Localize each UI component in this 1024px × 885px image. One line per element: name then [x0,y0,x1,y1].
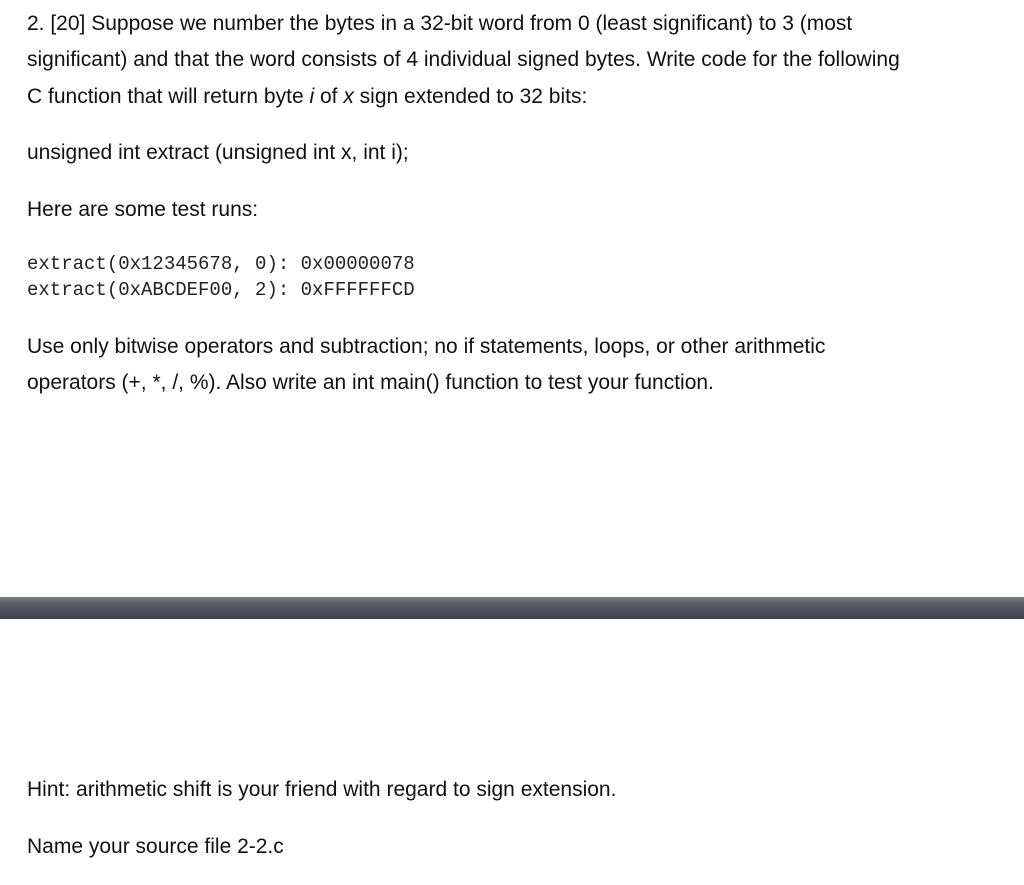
problem-text-segment: C function that will return byte [27,85,310,108]
source-filename-note: Name your source file 2-2.c [27,835,284,858]
problem-statement-line-2: significant) and that the word consists of 4 individual signed bytes. Write code for the following [27,48,900,71]
constraints-line-2: operators (+, *, /, %). Also write an int main() function to test your function. [27,371,714,394]
variable-x: x [343,85,354,108]
section-divider [0,597,1024,619]
function-signature: unsigned int extract (unsigned int x, int i); [27,141,409,164]
problem-text-segment: sign extended to 32 bits: [353,85,588,108]
constraints-line-1: Use only bitwise operators and subtraction; no if statements, loops, or other arithmetic [27,335,826,358]
problem-text-segment: of [314,85,344,108]
variable-i: i [309,85,315,108]
problem-statement-line-3 [27,79,587,115]
test-run-line: extract(0x12345678, 0): 0x00000078 [27,253,415,275]
hint-text: Hint: arithmetic shift is your friend with regard to sign extension. [27,778,617,801]
test-runs-intro: Here are some test runs: [27,198,259,221]
test-run-line: extract(0xABCDEF00, 2): 0xFFFFFFCD [27,279,415,301]
problem-statement-line-1: 2. [20] Suppose we number the bytes in a 32-bit word from 0 (least significant) to 3 (most [27,12,853,35]
